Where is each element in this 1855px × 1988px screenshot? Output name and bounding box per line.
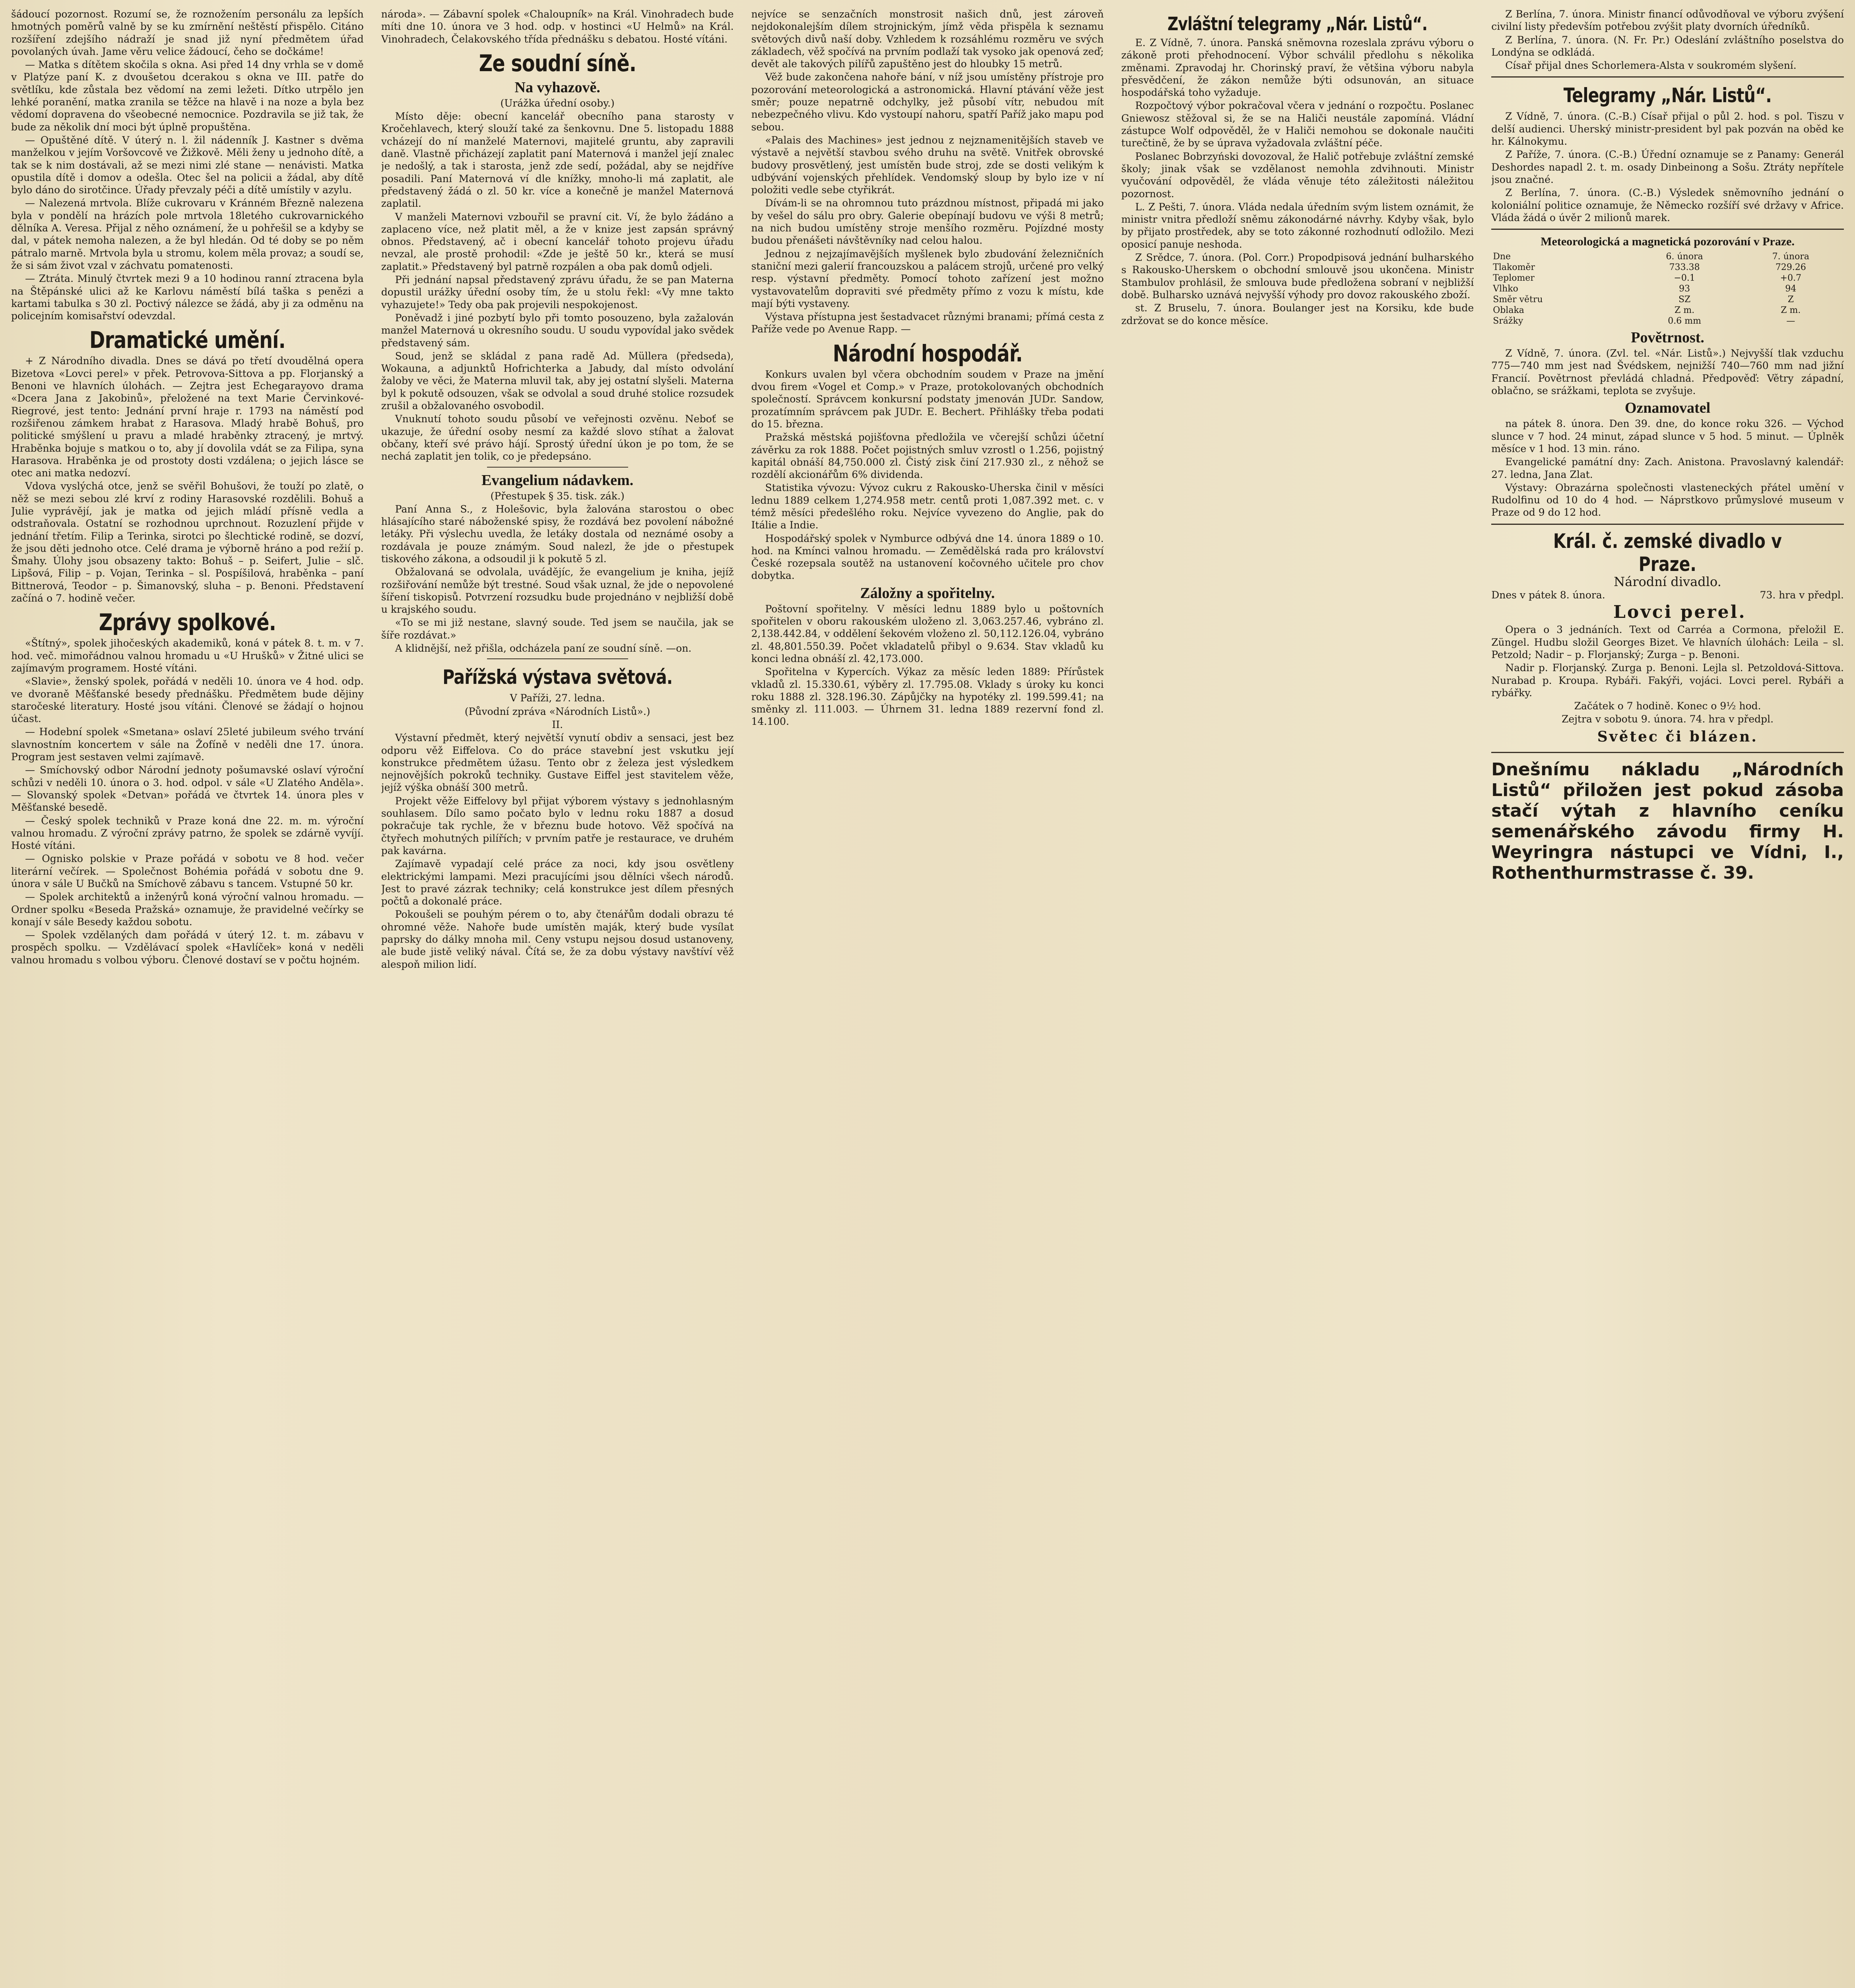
section-title-paris: Pařížská výstava světová. — [442, 666, 673, 689]
article-paragraph: Jednou z nejzajímavějších myšlenek bylo zbudování železničních staniční mezi galerií francouzskou a palácem strojů, určené pro velký resp. výstavní předměty. Pomocí tohoto zařízení jest možno vystavovatelům dopraviti své předměty přímo z vozu k místu, kde mají býti vystaveny. — [751, 248, 1104, 309]
meteo-cell: 6. února — [1666, 252, 1703, 262]
meteo-cell: 729.26 — [1775, 262, 1806, 273]
theatre-begin: Začátek o 7 hodině. Konec o 9½ hod. — [1574, 700, 1761, 712]
article-paragraph: + Z Národního divadla. Dnes se dává po třetí dvoudělná opera Bizetova «Lovci perel» v přek. Petrovova-Sittova a pp. Florjanský a Benoni ve hlavních úlohách. — Zejtra jest Echegarayovo drama «Dcera Jana z Jakobinů», přeložené na text Marie Červinkové-Riegrové, jest tento: Jednání první hraje r. 1793 na náměstí pod rozšiřenou zámkem hrabat z Harasova. Mladý hrabě Bohuš, pro politické smýšlení u pravu a mladé hraběnky ztracený, je mrtvý. Hraběnka bojuje s matkou o to, aby jí dovolila vdát se za Filipa, syna Harasova. Hraběnka je od prostoty dosti vzdálena; o jejich lásce se otec ani matka nedozví. — [11, 355, 364, 479]
meteo-table — [1491, 251, 1844, 326]
weather-title: Povětrnost. — [1631, 329, 1704, 346]
article-title: Záložny a spořitelny. — [860, 584, 995, 602]
article-paragraph: — Nalezená mrtvola. Blíže cukrovaru v Kránném Březně nalezena byla v pondělí na hrázích pole mrtvola 18letého cukrovarnického dělníka A. Veresa. Přijal z něho oznámení, že u pohřešil se a kdyby se dal, v pátek nemoha nalezen, a že byl hledán. Od té doby se po něm pátralo marně. Mrtvola byla u stromu, kolem měla provaz; a soudí se, že si sám život vzal v záchvatu pomatenosti. — [11, 197, 364, 271]
article-paragraph: — Hodební spolek «Smetana» oslaví 25leté jubileum svého trvání slavnostním koncertem v sále na Žofíně v neděli dne 17. února. Program jest sestaven velmi zajímavě. — [11, 726, 364, 763]
announcer-title: Oznamovatel — [1624, 400, 1711, 417]
article-paragraph: Dívám-li se na ohromnou tuto prázdnou místnost, připadá mi jako by vešel do sálu pro obry. Galerie obepínají budovu ve výši 8 metrů; na nich budou umístěny stroje menšího rozměru. Pojízdné mosty budou přenášeti návštěvníky nad celou halou. — [751, 197, 1104, 247]
article-paragraph: — Opuštěné dítě. V úterý n. l. žil nádenník J. Kastner s dvěma manželkou v jejím Voršovcově ve Žižkově. Měli ženy u jednoho dítě, a tak se k nim dostávali, až se mezi nimi zlé stane — nenávisti. Matka opustila dítě i domov a odešla. Otec šel na policii a žádal, aby dítě bylo dáno do sirotčince. Úřady převzaly péči a dítě umístily v azylu. — [11, 134, 364, 196]
article-paragraph: — Ognisko polskie v Praze pořádá v sobotu ve 8 hod. večer literární večírek. — Společnost Bohémia pořádá v sobotu dne 9. února v sále U Bučků na Smíchově zábavu s tancem. Vstupné 50 kr. — [11, 853, 364, 889]
theatre-date-text: Dnes v pátek 8. února. — [1491, 589, 1605, 601]
article-paragraph: Evangelické památní dny: Zach. Anistona. Pravoslavný kalendář: 27. ledna, Jana Zlat. — [1491, 456, 1844, 480]
article-paragraph: — Spolek architektů a inženýrů koná výroční valnou hromadu. — Ordner spolku «Beseda Pražská» oznamuje, že pravidelné večírky se konají v sále Besedy každou sobotu. — [11, 891, 364, 928]
supplement-text: Dnešnímu nákladu „Národních Listů“ přiložen jest pokud zásoba stačí výtah z hlavního ceníku semenářského závodu firmy H. Weyringra nástupci ve Vídni, I., Rothenthurmstrasse č. 39. — [1491, 759, 1844, 883]
section-title-soud: Ze soudní síně. — [479, 49, 636, 77]
article-paragraph: Poslanec Bobrzyński dovozoval, že Halič potřebuje zvláštní zemské školy; jinak však se vzdělanost nemohla zdvihnouti. Ministr vyučování odpověděl, že vláda věnuje této záležitosti náležitou pozornost. — [1121, 150, 1474, 200]
article-paragraph: Projekt věže Eiffelovy byl přijat výborem výstavy s jednohlasným souhlasem. Dílo samo počato bylo v lednu roku 1887 a dosud pokračuje tak rychle, že v březnu bude hotovo. Věž spočívá na čtyřech mohutných pilířích; v prvním patře je restaurace, ve druhém pak kavárna. — [381, 795, 734, 856]
article-paragraph: Z Berlína, 7. února. Ministr financí odůvodňoval ve výboru zvýšení civilní listy především potřebou zvýšit platy dvorních úředníků. — [1491, 8, 1844, 33]
theatre-opera: Lovci perel. — [1613, 602, 1746, 623]
article-paragraph: Spořitelna v Kypercích. Výkaz za měsíc leden 1889: Přírůstek vkladů zl. 15.330.61, výběry zl. 17.795.08. Vklady s úroky ku konci roku 1888 zl. 328.196.30. Zápůjčky na hypotéky zl. 199.599.41; na směnky zl. 111.003. — Úhrnem 31. ledna 1889 rezervní fond zl. 14.100. — [751, 666, 1104, 728]
section-title-spolky: Zprávy spolkové. — [99, 609, 276, 636]
article-paragraph: Statistika vývozu: Vývoz cukru z Rakousko-Uherska činil v měsíci lednu 1889 celkem 1,274.958 metr. centů proti 1,087.392 met. c. v témž měsíci předešlého roku. Nejvíce vyvezeno do Anglie, pak do Itálie a Indie. — [751, 482, 1104, 531]
meteo-cell: Z — [1787, 295, 1794, 305]
section-title-hospodar: Národní hospodář. — [832, 340, 1023, 367]
section-title-telegramy-zvlastni: Zvláštní telegramy „Nár. Listů“. — [1167, 13, 1428, 35]
theatre-subtitle: Národní divadlo. — [1614, 574, 1721, 589]
meteo-cell: — — [1786, 316, 1795, 326]
article-paragraph: L. Z Pešti, 7. února. Vláda nedala úředním svým listem oznámit, že ministr vnitra předloží sněmu zákonodárné návrhy. Kdyby však, bylo by přijato prostředek, aby se toto zákonné rozhodnutí odložilo. Mezi oposicí panuje neshoda. — [1121, 201, 1474, 250]
article-paragraph: Z Paříže, 7. února. (C.-B.) Úřední oznamuje se z Panamy: Generál Deshordes napadl 2. t. m. osady Dinbeinong a Sošu. Ztráty nepřítele jsou značné. — [1491, 149, 1844, 185]
meteo-row — [1491, 251, 1844, 262]
article-paragraph: Místo děje: obecní kancelář obecního pana starosty v Kročehlavech, který slouží také za šenkovnu. Dne 5. listopadu 1888 vcházejí do ní manželé Maternovi, majitelé gruntu, aby zapravili daně. Vlastně přicházejí zaplatit paní Maternová i manžel její znalec je nedošlý, a tak i starosta, jenž zde sedí, požádal, aby se nejdříve posadili. Paní Maternová ví dle knížky, mnoho-li má zaplatit, ale představený žádá o zl. 50 kr. více a konečně je manžel Maternová zaplatil. — [381, 111, 734, 210]
meteo-cell: SZ — [1678, 295, 1691, 305]
meteo-cell: 93 — [1679, 284, 1690, 294]
column-5 — [1491, 8, 1844, 1988]
meteo-row — [1491, 273, 1844, 283]
columns — [11, 8, 1844, 1988]
article-paragraph: st. Z Bruselu, 7. února. Boulanger jest na Korsiku, kde bude zdržovat se do konce měsíce. — [1121, 302, 1474, 326]
article-paragraph: — Český spolek techniků v Praze koná dne 22. m. m. výroční valnou hromadu. Z výroční zprávy patrno, že spolek se zdárně vyvíjí. Hosté vítáni. — [11, 815, 364, 852]
article-paragraph: na pátek 8. února. Den 39. dne, do konce roku 326. — Východ slunce v 7 hod. 24 minut, západ slunce v 5 hod. 5 minut. — Úplněk měsíce v 1 hod. 13 min. ráno. — [1491, 418, 1844, 454]
theatre-title: Král. č. zemské divadlo v Praze. — [1553, 529, 1782, 576]
article-title: Evangelium nádavkem. — [481, 472, 634, 489]
meteo-cell: Srážky — [1493, 316, 1523, 326]
article-paragraph: národa». — Zábavní spolek «Chaloupník» na Král. Vinohradech bude míti dne 10. února ve 3 hod. odp. v hostinci «U Helmů» na Král. Vinohradech, Čelakovského třída přednášku s debatou. Hosté vítáni. — [381, 8, 734, 45]
article-meta: (Přestupek § 35. tisk. zák.) — [490, 490, 625, 502]
article-paragraph: A klidnější, než přišla, odcházela paní ze soudní síně. —on. — [395, 643, 692, 654]
article-paragraph: «To se mi již nestane, slavný soude. Ted jsem se naučila, jak se šíře rozdávat.» — [381, 617, 734, 641]
article-paragraph: Zajímavě vypadají celé práce za noci, kdy jsou osvětleny elektrickými lampami. Mezi pracujícími jsou dělníci všech národů. Jest to pravé zázrak techniky; celá konstrukce jest dílem přesných počtů a dokonalé práce. — [381, 858, 734, 907]
article-meta: II. — [552, 718, 563, 730]
meteo-cell: −0.1 — [1674, 273, 1695, 283]
meteo-row — [1491, 262, 1844, 273]
meteo-cell: Teplomer — [1493, 273, 1535, 283]
meteo-cell: Směr větru — [1493, 295, 1543, 305]
article-paragraph: «Slavie», ženský spolek, pořádá v neděli 10. února ve 4 hod. odp. ve dvoraně Měšťanské besedy přednášku. Předmětem bude dějiny staročeské literatury. Hosté jsou vítáni. Členové se žádají o hojnou účast. — [11, 676, 364, 725]
article-paragraph: Poštovní spořitelny. V měsíci lednu 1889 bylo u poštovních spořitelen v oboru rakouském uloženo zl. 3,063.257.46, vybráno zl. 2,138.442.84, v oddělení šekovém vloženo zl. 50,112.126.04, vybráno zl. 48,801.550.39. Počet vkladatelů přibyl o 9.634. Stav vkladů ku konci ledna obnáší zl. 42,173.000. — [751, 603, 1104, 664]
article-paragraph: Výstava přístupna jest šestadvacet různými branami; přímá cesta z Paříže vede po Avenue Rapp. — — [751, 311, 1104, 335]
meteo-cell: 0.6 mm — [1668, 316, 1701, 326]
theatre-next: Zejtra v sobotu 9. února. 74. hra v předpl. — [1562, 713, 1774, 725]
theatre-date — [1491, 589, 1844, 601]
divider — [1491, 76, 1844, 78]
column-4 — [1121, 8, 1474, 1988]
meteo-row — [1491, 316, 1844, 326]
divider — [487, 467, 628, 468]
article-paragraph: V manželi Maternovi vzbouřil se pravní cit. Ví, že bylo žádáno a zaplaceno více, než platit měl, a že v knize jest zapsán správný obnos. Představený, ač i obecní kancelář tohoto projevu úřadu nevzal, ale prostě prohodil: «Zde je ještě 50 kr., která se musí zaplatit.» Představený byl patrně rozpálen a oba pak domů odjeli. — [381, 211, 734, 272]
article-meta: V Paříži, 27. ledna. — [510, 692, 605, 704]
article-paragraph: Opera o 3 jednáních. Text od Carréa a Cormona, přeložil E. Züngel. Hudbu složil Georges Bizet. Ve hlavních úlohách: Leila – sl. Petzold; Nadir – p. Florjanský; Zurga – p. Benoni. — [1491, 624, 1844, 660]
meteo-row — [1491, 305, 1844, 316]
meteo-cell: Z m. — [1781, 305, 1801, 316]
article-paragraph: E. Z Vídně, 7. února. Panská sněmovna rozeslala zprávu výboru o zákoně proti přehodnocení. Výbor schválil předlohu s několika změnami. Zpravodaj hr. Chorinský praví, že většina výboru nabyla přesvědčení, že zákon nemůže býti odsunován, an situace hospodářská toho vyžaduje. — [1121, 37, 1474, 99]
article-paragraph: «Štítný», spolek jihočeských akademiků, koná v pátek 8. t. m. v 7. hod. več. mimořádnou valnou hromadu u «U Hrušků» v Žitné ulici se zajímavým programem. Hosté vítáni. — [11, 637, 364, 674]
article-paragraph: Z Srědce, 7. února. (Pol. Corr.) Propodpisová jednání bulharského s Rakousko-Uherskem o obchodní smlouvě jsou ukončena. Ministr Stambulov prohlásil, že smlouva bude předložena sobraní v nejbližší době. Bulharsko uznává nejvyšší výhody pro dovoz rakouského zboží. — [1121, 252, 1474, 301]
column-3 — [751, 8, 1104, 1988]
article-paragraph: Z Berlína, 7. února. (C.-B.) Výsledek sněmovního jednání o koloniální politice oznamuje, že Německo rozšíří své državy v Africe. Vláda žádá o úvěr 2 milionů marek. — [1491, 187, 1844, 223]
article-paragraph: Výstavní předmět, který největší vynutí obdiv a sensaci, jest bez odporu věž Eiffelova. Co do práce stavební jest vskutku její konstrukce předmětem úžasu. Tento obr z železa jest výsledkem nejnovějších pokroků techniky. Gustave Eiffel jest stavitelem věže, jejíž výška obnáší 300 metrů. — [381, 732, 734, 794]
meteo-cell: 7. února — [1772, 252, 1809, 262]
article-paragraph: Výstavy: Obrazárna společnosti vlasteneckých přátel umění v Rudolfinu od 10 do 4 hod. — Náprstkovo průmyslové museum v Praze od 9 do 12 hod. — [1491, 481, 1844, 518]
supplement-notice — [1491, 759, 1844, 883]
article-meta: (Urážka úřední osoby.) — [500, 97, 615, 109]
meteo-row — [1491, 294, 1844, 305]
meteo-cell: Tlakoměr — [1493, 262, 1535, 273]
article-paragraph: Konkurs uvalen byl včera obchodním soudem v Praze na jmění dvou firem «Vogel et Comp.» v Praze, protokolovaných obchodních společností. Správcem konkursní podstaty jmenován JUDr. Sandow, prozatímním správcem pak JUDr. E. Bechert. Přihlášky třeba podati do 15. března. — [751, 368, 1104, 430]
column-2 — [381, 8, 734, 1988]
section-title-drama: Dramatické umění. — [89, 326, 285, 354]
section-title-telegramy: Telegramy „Nár. Listů“. — [1563, 84, 1772, 107]
article-paragraph: nejvíce se senzačních monstrosit našich dnů, jest zároveň nejdokonalejším dílem strojnickým, jímž věda přispěla k seznamu světových divů naší doby. Vzhledem k rozsáhlému rozměru ve svých základech, věž spočívá na prvním podlaží tak vysoko jak openová zeď; devět ale takových pilířů zapuštěno jest do hloubky 15 metrů. — [751, 8, 1104, 70]
article-paragraph: Vnuknutí tohoto soudu působí ve veřejnosti ozvěnu. Neboť se ukazuje, že úřední osoby nesmí za každé slovo stíhat a žalovat občany, kteří své právo hájí. Sprostý úřední úkon je po tom, že se nechá zaplatit jen tolik, co je předepsáno. — [381, 413, 734, 462]
article-paragraph: Z Berlína, 7. února. (N. Fr. Pr.) Odeslání zvláštního poselstva do Londýna se odkládá. — [1491, 34, 1844, 58]
article-paragraph: — Ztráta. Minulý čtvrtek mezi 9 a 10 hodinou ranní ztracena byla na Štěpánské ulici až ke Karlovu náměstí bílá taška s penězi a kartami tabulka s 30 zl. Poctivý nálezce se žádá, aby ji za odměnu na policejním komisařství odevzdal. — [11, 273, 364, 322]
article-paragraph: Věž bude zakončena nahoře bání, v níž jsou umístěny přístroje pro pozorování meteorologická a astronomická. Hlavní ptávání věže jest směr; pouze nepatrně odchylky, jež působí vítr, nebudou mít nebezpečného vlivu. Kdo vystoupí nahoru, spatří Paříž jako mapu pod sebou. — [751, 71, 1104, 133]
divider — [1491, 524, 1844, 525]
article-paragraph: Vdova vyslýchá otce, jenž se svěřil Bohušovi, že touží po zlatě, o něž se mezi sebou zlé krví z rodiny Harasovské rozdělili. Bohuš a Julie vyprávějí, jak je matka od jejich mládí přísně vedla a odstraňovala. Ostatní se rozhodnou uprchnout. Rozuzlení přijde v jednání třetím. Filip a Terinka, sirotci po šlechtické rodině, se dozví, že jsou děti jednoho otce. Celé drama je výborně hráno a pod režií p. Šmahy. Úlohy jsou obsazeny takto: Bohuš – p. Seifert, Julie – slč. Lipšová, Filip – p. Vojan, Terinka – sl. Pospíšilová, hraběnka – paní Bittnerová, Teodor – p. Šimanovský, sluha – p. Benoni. Představení začíná o 7. hodině večer. — [11, 480, 364, 604]
article-paragraph: Pražská městská pojišťovna předložila ve včerejší schůzi účetní závěrku za rok 1888. Počet pojistných smluv vzrostl o 1.256, pojistný kapitál obnáší 84,750.000 zl. Čistý zisk činí 217.930 zl., z něhož se rozdělí akcionářům 6% dividenda. — [751, 431, 1104, 481]
article-paragraph: Hospodářský spolek v Nymburce odbývá dne 14. února 1889 o 10. hod. na Kmínci valnou hromadu. — Zemědělská rada pro království České rozepsala soutěž na ustanovení kočovného učitele pro chov dobytka. — [751, 532, 1104, 582]
article-paragraph: Rozpočtový výbor pokračoval včera v jednání o rozpočtu. Poslanec Gniewosz stěžoval si, že se na Haliči neustále zapomíná. Vládní zástupce Wolf odpověděl, že v Haliči nemohou se dokonale naučiti turečtině, že by se úprava vyžadovala zvláštní péče. — [1121, 100, 1474, 149]
column-1 — [11, 8, 364, 1988]
divider — [1491, 752, 1844, 753]
meteo-cell: Oblaka — [1493, 305, 1524, 316]
meteo-cell: Vlhko — [1493, 284, 1518, 294]
article-paragraph: — Smíchovský odbor Národní jednoty pošumavské oslaví výroční schůzi v neděli 10. února o 3. hod. odpol. v sále «U Zlatého Anděla». — Slovanský spolek «Detvan» pořádá ve čtvrtek 14. února ples v Měšťanské besedě. — [11, 764, 364, 813]
article-paragraph: Paní Anna S., z Holešovic, byla žalována starostou o obec hlásajícího staré náboženské spisy, že rozdává bez povolení nábožné letáky. Při výslechu uvedla, že letáky dostala od neznámé osoby a rozdávala je pouze známým. Soud nalezl, že jde o přestupek tiskového zákona, a odsoudil ji k pokutě 5 zl. — [381, 503, 734, 565]
article-paragraph: Císař přijal dnes Schorlemera-Alsta v soukromém slyšení. — [1505, 60, 1797, 72]
article-paragraph: Poněvadž i jiné pozbytí bylo při tomto posouzeno, byla zažalován manžel Maternová u okresního soudu. U soudu vypovídal jako svědek představený sám. — [381, 312, 734, 349]
divider — [487, 658, 628, 659]
article-paragraph: Při jednání napsal představený zprávu úřadu, že se pan Materna dopustil urážky úřední osoby tím, že u stolu řekl: «Vy mne takto vyhazujete!» Tedy oba pak projevili nespokojenost. — [381, 274, 734, 311]
theatre-next-title: Světec či blázen. — [1597, 728, 1758, 745]
article-paragraph: Pokoušeli se pouhým pérem o to, aby čtenářům dodali obrazu té ohromné věže. Nahoře bude umístěn maják, který bude vysílat paprsky do dálky mnoha mil. Ceny vstupu nejsou dosud ustanoveny, ale bude jistě veliký nával. Čítá se, že za dobu výstavy navštíví věž alespoň milion lidí. — [381, 909, 734, 970]
meteo-cell: Z m. — [1675, 305, 1695, 316]
meteo-title: Meteorologická a magnetická pozorování v Praze. — [1541, 235, 1795, 248]
article-title: Na vyhazově. — [514, 79, 600, 96]
article-paragraph: Z Vídně, 7. února. (Zvl. tel. «Nár. Listů».) Nejvyšší tlak vzduchu 775—740 mm jest nad Švédskem, nejnižší 740—760 mm nad jižní Francií. Povětrnost převládá chladná. Předpověď: Větry západní, oblačno, se srážkami, teplota se zvyšuje. — [1491, 348, 1844, 397]
meteo-cell: 733.38 — [1669, 262, 1700, 273]
article-meta: (Původní zpráva «Národních Listů».) — [464, 705, 650, 717]
article-paragraph: — Matka s dítětem skočila s okna. Asi před 14 dny vrhla se v domě v Platýze paní K. z dvoušetou dcerakou s okna ve III. patře do světlíku, kde zůstala bez vědomí na zemi ležeti. Dítko utrpělo jen lehké poranění, matka zranila se těžce na hlavě i na noze a byla bez vědomí dopravena do všeobecné nemocnice. Pozdravila se již tak, že bude za několik dní moci být úplně propuštěna. — [11, 59, 364, 133]
article-paragraph: Z Vídně, 7. února. (C.-B.) Císař přijal o půl 2. hod. s pol. Tiszu v delší audienci. Uherský ministr-president byl pak pozván na oběd ke hr. Kálnokymu. — [1491, 111, 1844, 148]
article-paragraph: — Spolek vzdělaných dam pořádá v úterý 12. t. m. zábavu v prospěch spolku. — Vzdělávací spolek «Havlíček» koná v neděli valnou hromadu s volbou výboru. Členové dostaví se v počtu hojném. — [11, 929, 364, 966]
divider — [1491, 229, 1844, 230]
meteo-cell: +0.7 — [1780, 273, 1802, 283]
article-paragraph: Obžalovaná se odvolala, uvádějíc, že evangelium je kniha, jejíž rozšiřování nemůže být trestné. Soud však uznal, že jde o nepovolené šíření tiskopisů. Potvrzení rozsudku bude projednáno v nejbližší době u krajského soudu. — [381, 566, 734, 615]
article-paragraph: šádoucí pozornost. Rozumí se, že roznožením personálu za lepších hmotných poměrů valně by se ku zmírnění neštěstí přispělo. Citáno rozšíření zdejšího nádraží je snad již nyní předmětem úřad povolaných úvah. Jame věru velice žádoucí, čeho se dočkáme! — [11, 8, 364, 57]
meteo-row — [1491, 283, 1844, 294]
theatre-count: 73. hra v předpl. — [1760, 589, 1844, 601]
article-paragraph: Soud, jenž se skládal z pana radě Ad. Müllera (předseda), Wokauna, a adjunktů Hofrichterka a Jabudy, dal místo odvolání žaloby ve věci, že Materna mluvil tak, aby jej ostatní slyšeli. Materna byl k pokutě odsouzen, však se odvolal a soud druhé stolice rozsudek zrušil a obžalovaného osvobodil. — [381, 350, 734, 412]
article-paragraph: Nadir p. Florjanský. Zurga p. Benoni. Lejla sl. Petzoldová-Sittova. Nurabad p. Kroupa. Rybáři. Fakýři, vojáci. Lovci perel. Rybáři a rybářky. — [1491, 662, 1844, 699]
article-paragraph: «Palais des Machines» jest jednou z nejznamenitějších staveb ve výstavě a největší stavbou svého druhu na světě. Vnitřek obrovské budovy prosvětlený, jest umístěn bude stroj, zde se dosti velikým k udbývání vojenských přehlídek. Vendomský sloup by bylo ize v ní položiti vedle sebe ctyřikrát. — [751, 134, 1104, 196]
meteo-cell: 94 — [1785, 284, 1797, 294]
meteo-cell: Dne — [1493, 252, 1511, 262]
